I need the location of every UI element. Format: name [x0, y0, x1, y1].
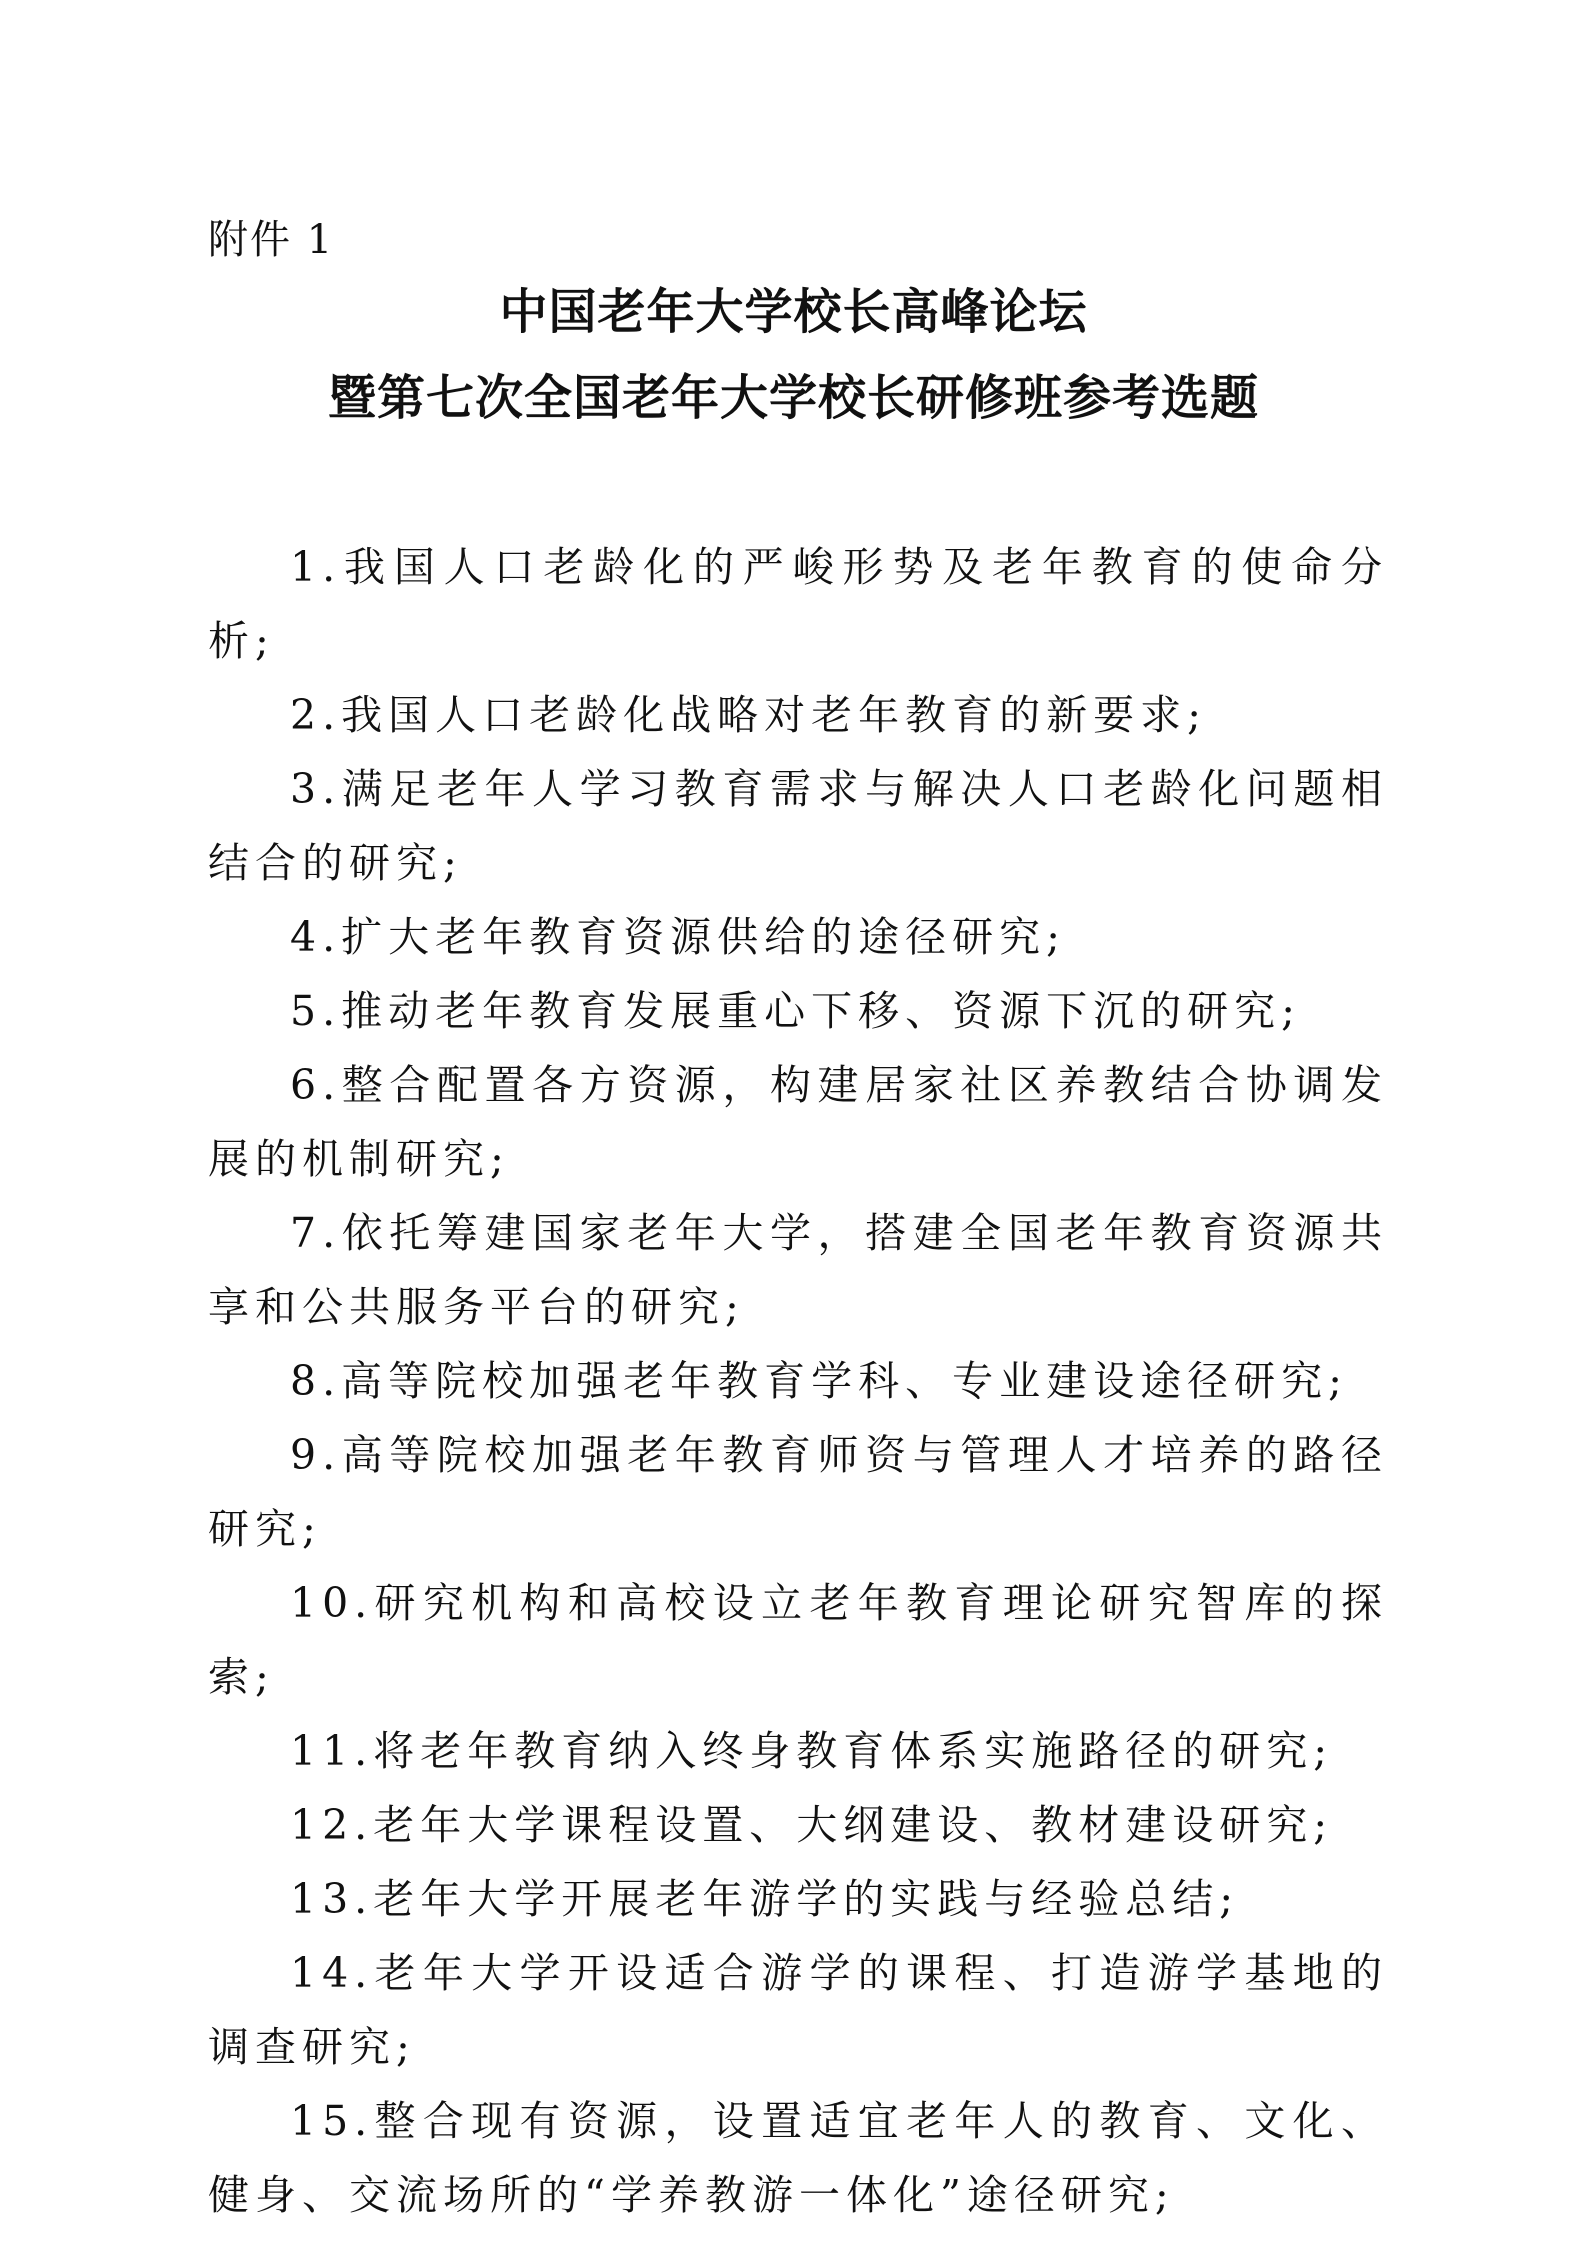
topic-item-9: 9.高等院校加强老年教育师资与管理人才培养的路径研究; [208, 1431, 1388, 1553]
topic-item-15: 15.整合现有资源，设置适宜老年人的教育、文化、健身、交流场所的“学养教游一体化”途径研究; [208, 2097, 1388, 2219]
topic-item-3: 3.满足老年人学习教育需求与解决人口老龄化问题相结合的研究; [208, 765, 1388, 887]
topic-item-2: 2.我国人口老龄化战略对老年教育的新要求; [290, 691, 1207, 739]
attachment-label: 附件 1 [208, 217, 335, 263]
topic-item-4: 4.扩大老年教育资源供给的途径研究; [290, 913, 1066, 961]
document-title-line-2: 暨第七次全国老年大学校长研修班参考选题 [327, 370, 1259, 426]
topic-item-8: 8.高等院校加强老年教育学科、专业建设途径研究; [290, 1357, 1348, 1405]
topic-item-10: 10.研究机构和高校设立老年教育理论研究智库的探索; [208, 1579, 1388, 1701]
topic-item-11: 11.将老年教育纳入终身教育体系实施路径的研究; [290, 1727, 1334, 1775]
topic-item-7: 7.依托筹建国家老年大学，搭建全国老年教育资源共享和公共服务平台的研究; [208, 1209, 1388, 1331]
topic-item-5: 5.推动老年教育发展重心下移、资源下沉的研究; [290, 987, 1301, 1035]
topic-item-6: 6.整合配置各方资源，构建居家社区养教结合协调发展的机制研究; [208, 1061, 1388, 1183]
document-title-line-1: 中国老年大学校长高峰论坛 [499, 284, 1088, 340]
topic-item-12: 12.老年大学课程设置、大纲建设、教材建设研究; [290, 1801, 1334, 1849]
topic-item-13: 13.老年大学开展老年游学的实践与经验总结; [290, 1875, 1240, 1923]
topic-item-14: 14.老年大学开设适合游学的课程、打造游学基地的调查研究; [208, 1949, 1388, 2071]
topic-list [208, 530, 1388, 2232]
topic-item-1: 1.我国人口老龄化的严峻形势及老年教育的使命分析; [208, 543, 1388, 665]
